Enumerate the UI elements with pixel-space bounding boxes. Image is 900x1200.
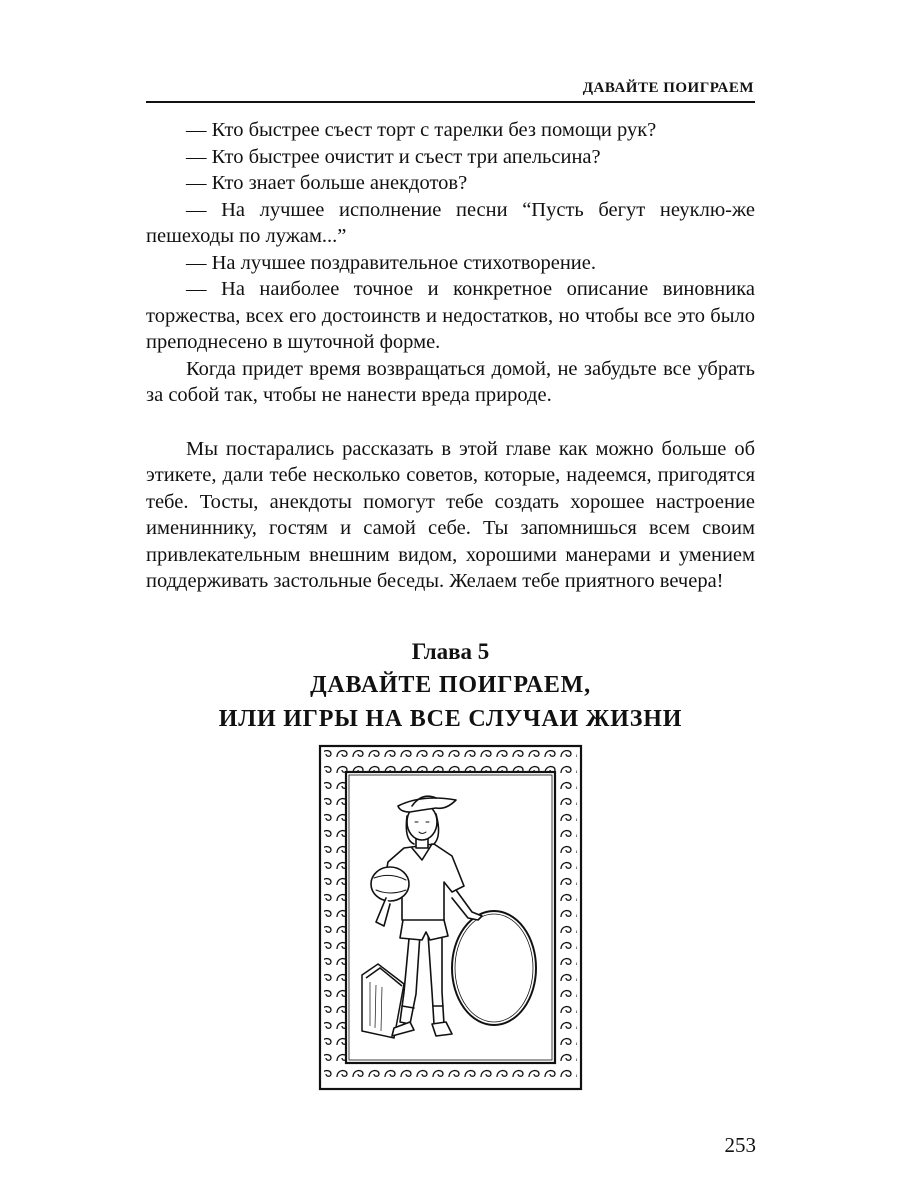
paragraph: Мы постарались рассказать в этой главе как можно больше об этикете, дали тебе несколько советов, которые, надеемся, пригодятся тебе. Тосты, анекдоты помогут тебе создать хорошее настроение имениннику, гостям и самой себе. Ты запомнишься всем своим привлекательным внешним видом, хорошими манерами и умением поддерживать застольные беседы. Желаем тебе приятного вечера! bbox=[146, 437, 755, 592]
list-item: — Кто быстрее съест торт с тарелки без помощи рук? bbox=[186, 119, 657, 141]
list-item: — Кто быстрее очистит и съест три апельсина? bbox=[186, 145, 601, 168]
running-head: ДАВАЙТЕ ПОИГРАЕМ bbox=[582, 80, 754, 96]
chapter-title-line-1: ДАВАЙТЕ ПОИГРАЕМ, bbox=[310, 672, 591, 698]
chapter-heading bbox=[146, 636, 755, 736]
chapter-illustration bbox=[318, 744, 583, 1091]
list-item: — Кто знает больше анекдотов? bbox=[186, 172, 468, 194]
page-number: 253 bbox=[724, 1133, 756, 1157]
list-item: — На лучшее исполнение песни “Пусть бегут неуклю-же пешеходы по лужам...” bbox=[146, 198, 755, 247]
chapter-title-line-2: ИЛИ ИГРЫ НА ВСЕ СЛУЧАИ ЖИЗНИ bbox=[218, 706, 683, 732]
ball bbox=[371, 867, 409, 901]
chapter-number: Глава 5 bbox=[411, 639, 490, 664]
paragraph: Когда придет время возвращаться домой, не забудьте все убрать за собой так, чтобы не нанести вреда природе. bbox=[146, 357, 755, 406]
paragraph-gap bbox=[146, 409, 755, 436]
body-text bbox=[146, 117, 755, 595]
list-item: — На наиболее точное и конкретное описание виновника торжества, всех его достоинств и недостатков, но чтобы все это было преподнесено в шуточной форме. bbox=[146, 278, 755, 353]
list-item: — На лучшее поздравительное стихотворение. bbox=[186, 251, 596, 274]
header-rule bbox=[146, 101, 755, 103]
